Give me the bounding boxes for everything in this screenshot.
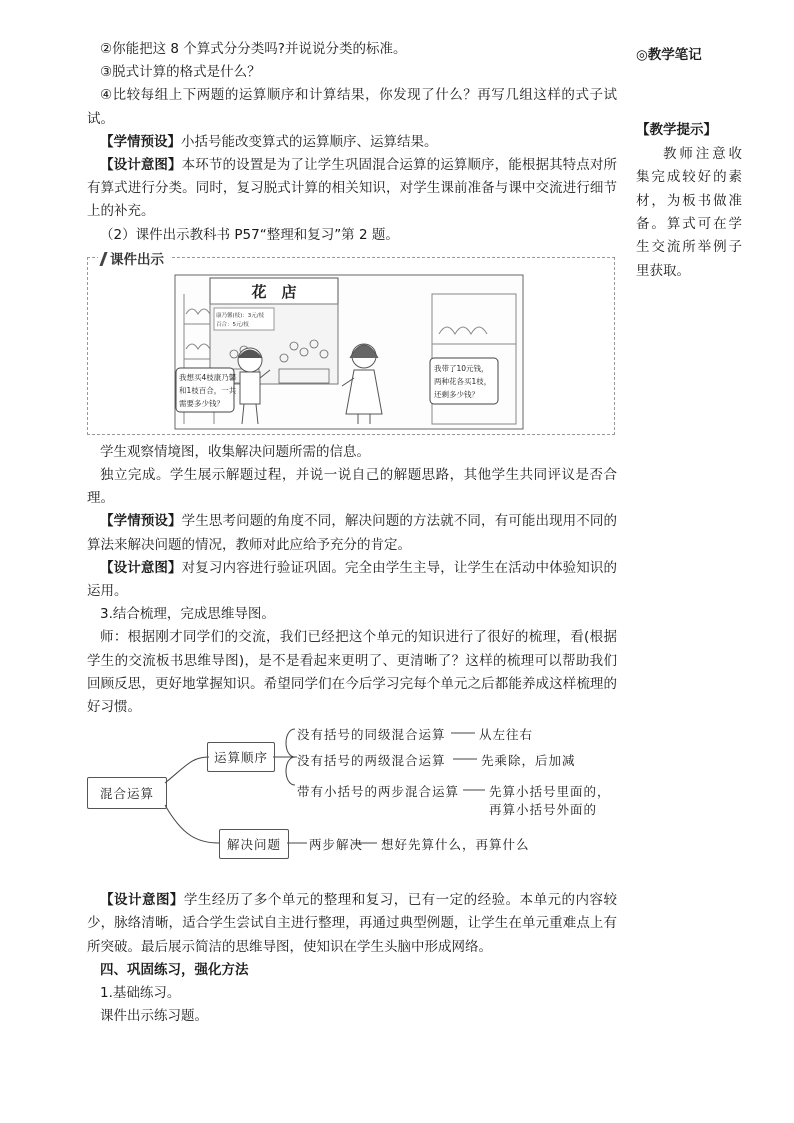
section-4-heading: 四、巩固练习，强化方法 <box>100 961 249 978</box>
sidebar-notes <box>636 44 742 283</box>
courseware-label: 课件出示 <box>98 250 170 270</box>
girl-speech-1: 我带了10元钱， <box>434 363 489 373</box>
courseware-box <box>87 251 615 435</box>
mind-map-branch-order: 运算顺序 <box>207 742 275 772</box>
design-intent-2 <box>87 557 617 603</box>
mind-map-leaf-1: 没有括号的同级混合运算 <box>297 727 446 743</box>
text: 对复习内容进行验证巩固。完全由学生主导，让学生在活动中体验知识的运用。 <box>87 559 618 600</box>
text: 本环节的设置是为了让学生巩固混合运算的运算顺序，能根据其特点对所有算式进行分类。同时，复习脱式计算的相关知识，对学生课前准备与课中交流进行细节上的补充。 <box>87 157 618 220</box>
tag: 【学情预设】 <box>100 513 182 530</box>
observe-paragraph: 学生观察情境图，收集解决问题所需的信息。 <box>100 443 370 460</box>
tag: 【设计意图】 <box>100 559 182 576</box>
price-line-2: 百合：5元/枝 <box>216 321 249 328</box>
girl-speech-2: 两种花各买1枝， <box>434 376 492 386</box>
label-bar-icon <box>99 252 107 266</box>
teacher-paragraph: 师：根据刚才同学们的交流，我们已经把这个单元的知识进行了很好的梳理，看(根据学生的交流板书思维导图)，是不是看起来更明了、更清晰了？这样的梳理可以帮助我们回顾反思，更好地掌握知识。希望同学们在今后学习完每个单元之后都能养成这样梳理的好习惯。 <box>87 629 617 716</box>
flower-shop-illustration <box>174 274 524 430</box>
learning-preview-1 <box>87 131 617 154</box>
step-2-heading: （2）课件出示教科书 P57“整理和复习”第 2 题。 <box>100 226 399 243</box>
text: 小括号能改变算式的运算顺序、运算结果。 <box>181 133 438 150</box>
design-intent-1 <box>87 154 617 224</box>
mind-map-root: 混合运算 <box>87 777 167 809</box>
teaching-tip-title: 【教学提示】 <box>636 122 717 139</box>
mind-map-leaf-2-result: 先乘除，后加减 <box>481 753 576 769</box>
tag: 【设计意图】 <box>100 892 184 909</box>
tag: 【设计意图】 <box>100 157 182 174</box>
mind-map-leaf-3-result-1: 先算小括号里面的， <box>489 784 611 800</box>
courseware-exercise: 课件出示练习题。 <box>100 1008 208 1025</box>
mind-map-leaf-2: 没有括号的两级混合运算 <box>297 753 446 769</box>
price-line-1: 康乃馨(枝)：3元/枝 <box>216 312 265 319</box>
learning-preview-2 <box>87 510 617 556</box>
boy-speech-3: 需要多少钱？ <box>179 398 224 408</box>
main-content <box>87 38 617 1028</box>
design-intent-3 <box>87 889 617 959</box>
step-3-heading: 3.结合梳理，完成思维导图。 <box>100 606 275 623</box>
text: 学生思考问题的角度不同，解决问题的方法就不同，有可能出现用不同的算法来解决问题的情况，教师对此应给予充分的肯定。 <box>87 513 618 553</box>
mind-map-leaf-1-result: 从左往右 <box>479 727 534 743</box>
girl-speech-3: 还剩多少钱？ <box>434 389 479 399</box>
mind-map <box>87 725 617 883</box>
tag: 【学情预设】 <box>100 133 181 150</box>
mind-map-leaf-4-result: 想好先算什么，再算什么 <box>381 837 530 853</box>
teaching-tip-body: 教师注意收集完成较好的素材，为板书做准备。算式可在学生交流所举例子里获取。 <box>636 145 742 279</box>
shop-sign-text: 花 店 <box>251 282 297 301</box>
mind-map-branch-solve: 解决问题 <box>219 829 289 859</box>
question-2: ②你能把这 8 个算式分分类吗?并说说分类的标准。 <box>100 41 407 57</box>
boy-speech-1: 我想买4枝康乃馨 <box>179 372 237 382</box>
mind-map-leaf-3-result-2: 再算小括号外面的 <box>489 802 598 818</box>
question-4: ④比较每组上下两题的运算顺序和计算结果，你发现了什么？再写几组这样的式子试试。 <box>87 87 617 127</box>
mind-map-leaf-4: 两步解决 <box>309 837 364 853</box>
mind-map-leaf-3: 带有小括号的两步混合运算 <box>297 784 460 800</box>
teaching-notes-title: ◎教学笔记 <box>636 47 702 63</box>
question-3: ③脱式计算的格式是什么？ <box>100 64 261 81</box>
text: 学生经历了多个单元的整理和复习，已有一定的经验。本单元的内容较少，脉络清晰，适合学生尝试自主进行整理，再通过典型例题，让学生在单元重难点上有所突破。最后展示简洁的思维导图，使知识在学生头脑中形成网络。 <box>87 892 618 955</box>
independent-paragraph: 独立完成。学生展示解题过程，并说一说自己的解题思路，其他学生共同评议是否合理。 <box>87 467 617 507</box>
boy-speech-2: 和1枝百合，一共 <box>179 385 237 395</box>
basic-practice: 1.基础练习。 <box>100 985 181 1002</box>
